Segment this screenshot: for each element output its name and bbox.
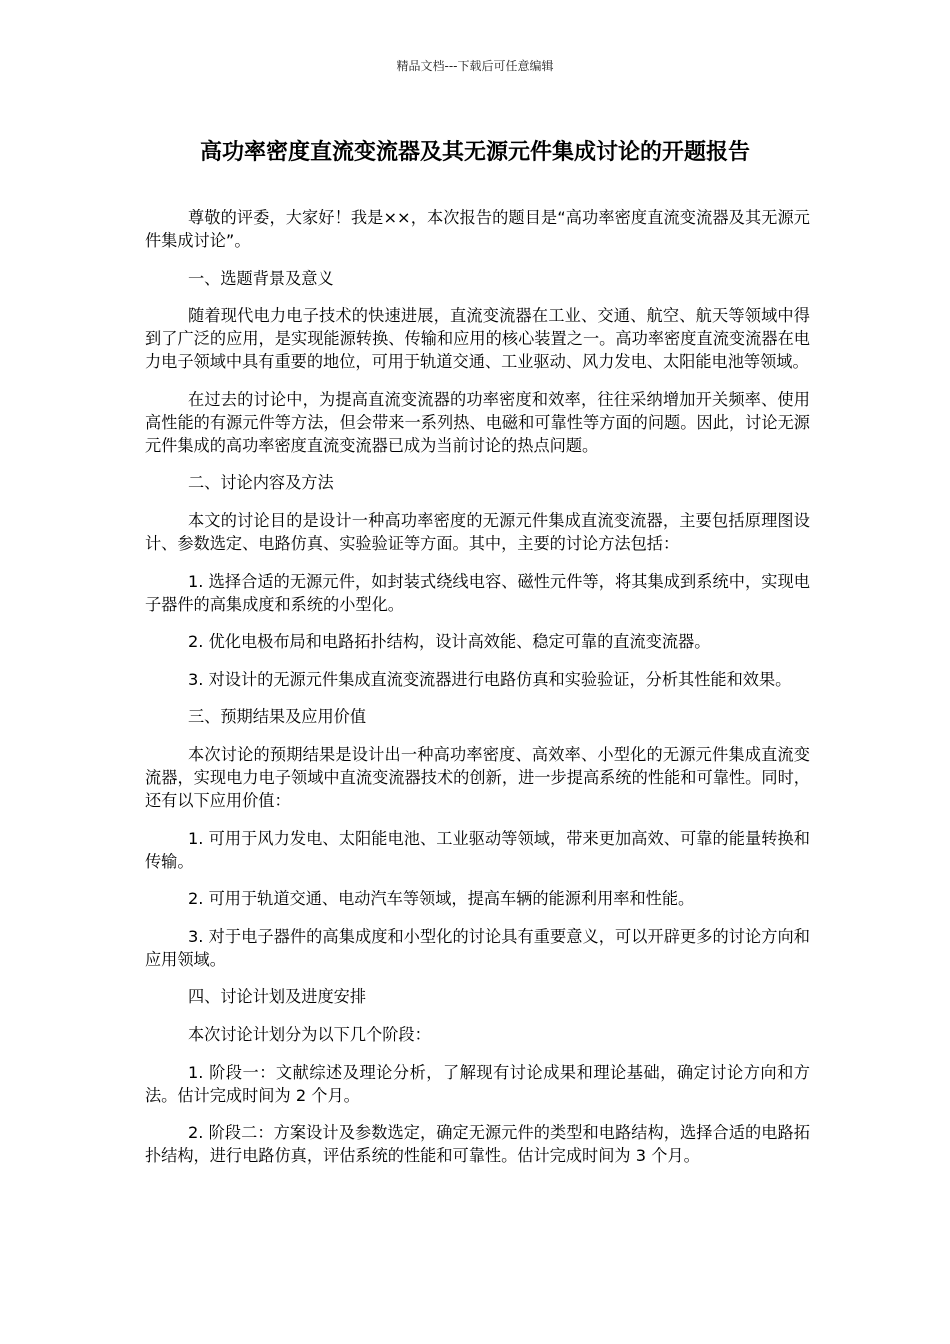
section-heading-background: 一、选题背景及意义	[188, 268, 334, 288]
paragraph: 在过去的讨论中，为提高直流变流器的功率密度和效率，往往采纳增加开关频率、使用高性能的有源元件等方法，但会带来一系列热、电磁和可靠性等方面的问题。因此，讨论无源元件集成的高功率密度直流变流器已成为当前讨论的热点问题。	[145, 389, 810, 455]
paragraph: 随着现代电力电子技术的快速进展，直流变流器在工业、交通、航空、航天等领域中得到了广泛的应用，是实现能源转换、传输和应用的核心装置之一。高功率密度直流变流器在电力电子领域中具有重要的地位，可用于轨道交通、工业驱动、风力发电、太阳能电池等领域。	[145, 306, 810, 372]
list-item: 1. 阶段一：文献综述及理论分析，了解现有讨论成果和理论基础，确定讨论方向和方法。估计完成时间为 2 个月。	[145, 1062, 810, 1105]
list-item: 1. 可用于风力发电、太阳能电池、工业驱动等领域，带来更加高效、可靠的能量转换和传输。	[145, 828, 810, 871]
document-body	[145, 206, 810, 1182]
list-item: 3. 对设计的无源元件集成直流变流器进行电路仿真和实验验证，分析其性能和效果。	[188, 669, 792, 689]
list-item: 2. 可用于轨道交通、电动汽车等领域，提高车辆的能源利用率和性能。	[188, 889, 695, 909]
section-heading-plan-schedule: 四、讨论计划及进度安排	[188, 987, 367, 1007]
list-item: 2. 优化电极布局和电路拓扑结构，设计高效能、稳定可靠的直流变流器。	[188, 632, 711, 652]
section-heading-content-methods: 二、讨论内容及方法	[188, 473, 334, 493]
list-item: 1. 选择合适的无源元件，如封装式绕线电容、磁性元件等，将其集成到系统中，实现电子器件的高集成度和系统的小型化。	[145, 571, 810, 614]
list-item: 2. 阶段二：方案设计及参数选定，确定无源元件的类型和电路结构，选择合适的电路拓扑结构，进行电路仿真，评估系统的性能和可靠性。估计完成时间为 3 个月。	[145, 1123, 810, 1166]
list-item: 3. 对于电子器件的高集成度和小型化的讨论具有重要意义，可以开辟更多的讨论方向和应用领域。	[145, 926, 810, 969]
header-note: 精品文档---下载后可任意编辑	[396, 59, 554, 73]
paragraph: 本次讨论计划分为以下几个阶段：	[188, 1024, 431, 1044]
document-title: 高功率密度直流变流器及其无源元件集成讨论的开题报告	[199, 140, 750, 165]
opening-paragraph: 尊敬的评委，大家好！我是××，本次报告的题目是“高功率密度直流变流器及其无源元件集成讨论”。	[145, 208, 810, 250]
paragraph: 本次讨论的预期结果是设计出一种高功率密度、高效率、小型化的无源元件集成直流变流器，实现电力电子领域中直流变流器技术的创新，进一步提高系统的性能和可靠性。同时，还有以下应用价值：	[145, 744, 810, 810]
section-heading-expected-results: 三、预期结果及应用价值	[188, 707, 367, 727]
paragraph: 本文的讨论目的是设计一种高功率密度的无源元件集成直流变流器，主要包括原理图设计、参数选定、电路仿真、实验验证等方面。其中，主要的讨论方法包括：	[145, 510, 810, 553]
